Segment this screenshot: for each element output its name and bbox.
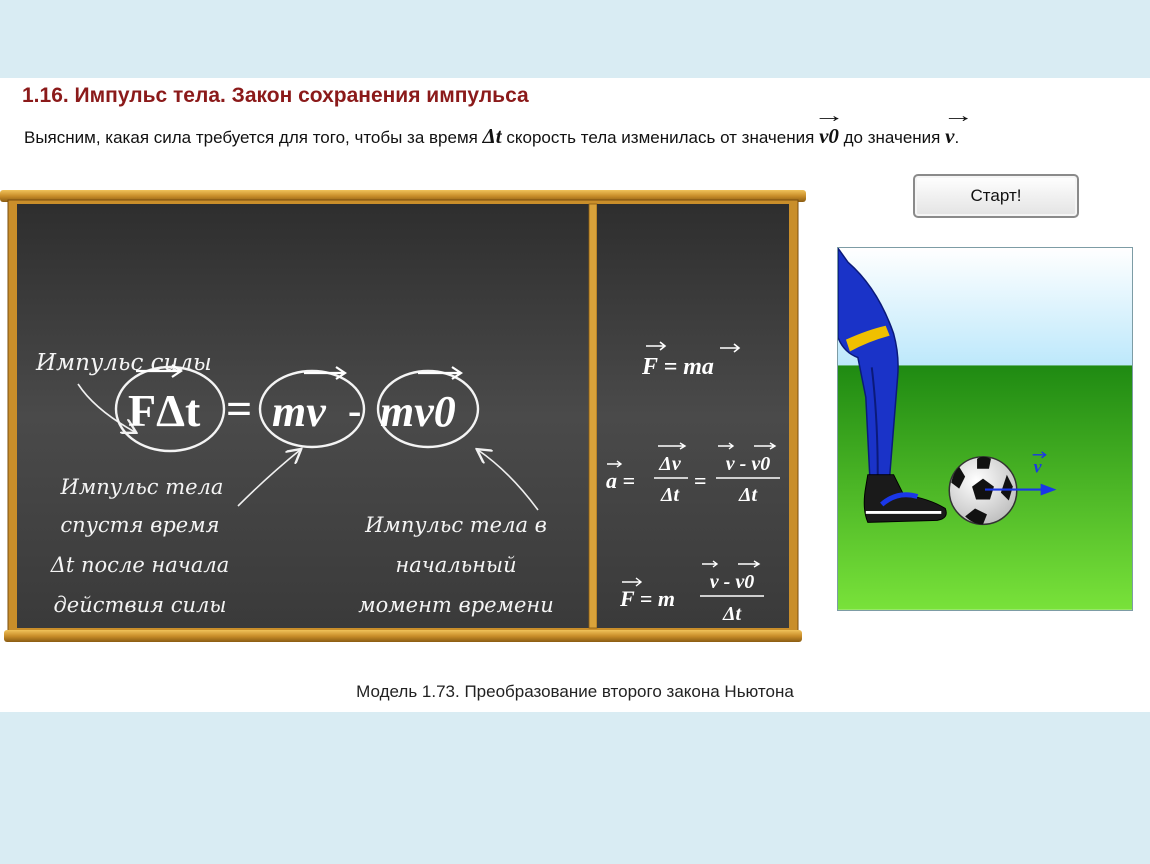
- formula3-left: F = m: [620, 586, 675, 611]
- intro-part1: Выясним, какая сила требуется для того, чтобы за время: [24, 128, 478, 147]
- label-final-impulse-3: Δt после начала: [50, 553, 230, 577]
- eq-mv: mv: [272, 387, 326, 436]
- formula-f-ma: F = ma: [642, 354, 714, 380]
- formula2-eq: =: [694, 468, 707, 493]
- label-force-impulse: Импульс силы: [36, 350, 212, 376]
- eq-equals: =: [226, 383, 253, 434]
- ball-patch-top: [977, 457, 991, 469]
- formula2-frac1-num: Δv: [659, 453, 681, 475]
- board-bottom-rail: [4, 630, 802, 642]
- eq-minus: -: [348, 388, 362, 433]
- intro-text: [24, 124, 959, 149]
- figure-caption: Модель 1.73. Преобразование второго закона Ньютона: [356, 682, 794, 701]
- formula3-den: Δt: [722, 603, 742, 625]
- label-final-impulse-1: Импульс тела: [60, 475, 224, 499]
- intro-end: .: [954, 128, 960, 147]
- formula3-num: v - v0: [709, 571, 755, 593]
- board-divider: [589, 204, 597, 628]
- label-initial-impulse-1: Импульс тела в: [365, 513, 547, 537]
- chalkboard: [0, 188, 806, 648]
- eq-ft: FΔt: [128, 385, 201, 436]
- board-surface-right: [597, 204, 789, 628]
- formula2-a: a =: [606, 468, 636, 493]
- intro-part3: до значения: [843, 128, 941, 147]
- label-final-impulse-2: спустя время: [60, 513, 220, 537]
- intro-part2: скорость тела изменилась от значения: [506, 128, 815, 147]
- eq-mv0: mv0: [380, 387, 456, 436]
- formula2-frac2-den: Δt: [738, 484, 758, 506]
- label-initial-impulse-3: момент времени: [358, 593, 554, 617]
- formula2-frac1-den: Δt: [660, 484, 680, 506]
- page-title: 1.16. Импульс тела. Закон сохранения импульса: [22, 84, 529, 107]
- velocity-label: v: [1033, 456, 1042, 477]
- label-initial-impulse-2: начальный: [395, 553, 517, 577]
- kick-scene: [837, 247, 1133, 611]
- delta-t-symbol: Δt: [482, 124, 502, 148]
- v0-vector-symbol: → v0: [819, 124, 839, 149]
- v-vector-symbol: → v: [945, 124, 954, 149]
- content-page: [0, 78, 1150, 712]
- label-final-impulse-4: действия силы: [53, 593, 227, 617]
- start-button[interactable]: Старт!: [913, 174, 1079, 218]
- formula2-frac2-num: v - v0: [725, 453, 771, 475]
